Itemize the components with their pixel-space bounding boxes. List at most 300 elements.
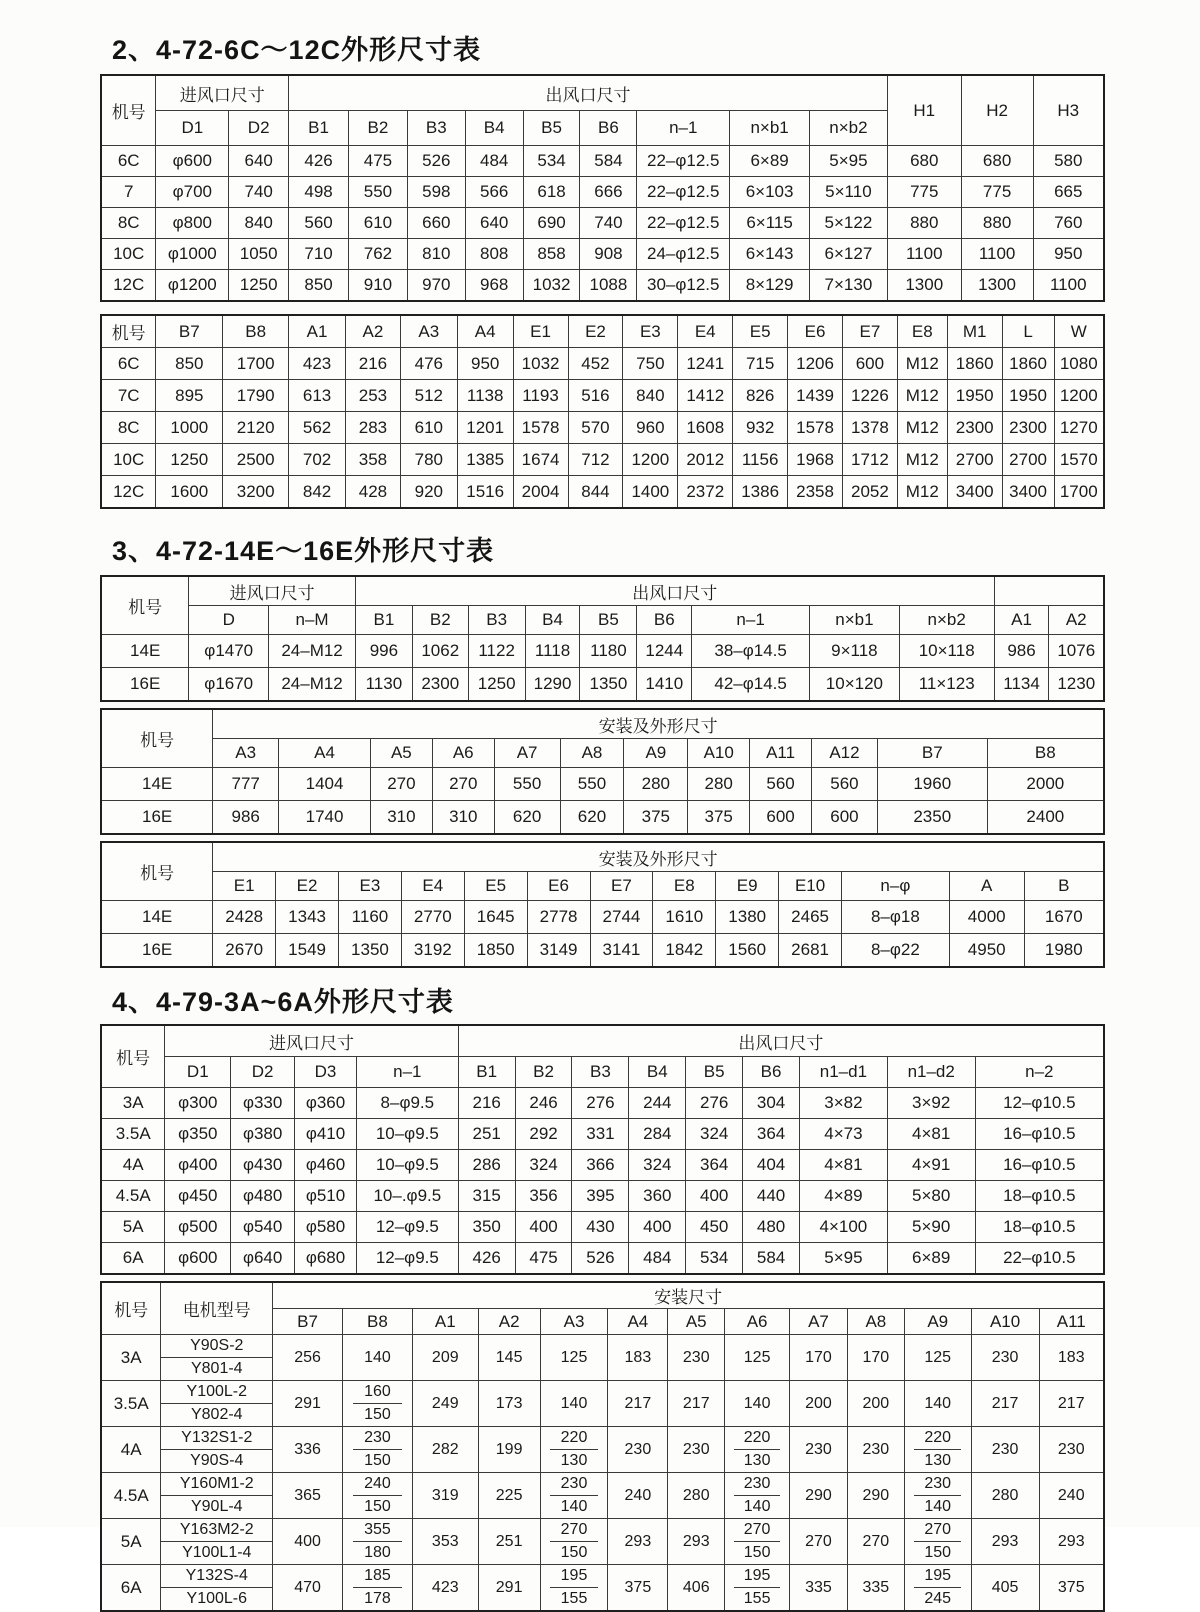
- table-cell: 1080: [1054, 348, 1104, 380]
- table-cell: 244: [629, 1088, 686, 1119]
- table-row: [101, 1243, 1104, 1275]
- table-cell: 858: [523, 239, 580, 270]
- header-cell: B6: [743, 1057, 800, 1088]
- row-label: 3A: [101, 1088, 165, 1119]
- header-cell: E2: [568, 315, 623, 348]
- table-cell: φ580: [295, 1212, 357, 1243]
- table-cell: 10–φ9.5: [356, 1150, 458, 1181]
- table-cell: 1950: [1002, 380, 1054, 412]
- header-cell: M1: [947, 315, 1002, 348]
- header-cell: E3: [623, 315, 678, 348]
- table-cell: 3141: [590, 934, 653, 968]
- header-cell: n–1: [637, 111, 730, 146]
- header-cell: E5: [733, 315, 788, 348]
- header-cell: E1: [513, 315, 568, 348]
- table-cell-stacked: [540, 1565, 608, 1612]
- header-cell: B3: [468, 606, 525, 635]
- table-cell: 562: [289, 412, 346, 444]
- header-cell: A5: [370, 739, 432, 768]
- table-cell: 534: [686, 1243, 743, 1275]
- row-label: 6A: [101, 1243, 165, 1275]
- table-cell: 230: [668, 1335, 725, 1381]
- header-cell: B4: [629, 1057, 686, 1088]
- table-cell: 1380: [716, 901, 779, 934]
- table-cell: 8–φ9.5: [356, 1088, 458, 1119]
- table-cell: 1193: [513, 380, 568, 412]
- table-cell: 1270: [1054, 412, 1104, 444]
- table-cell: 1300: [961, 270, 1033, 302]
- table-cell: 375: [608, 1565, 668, 1612]
- table-cell: 404: [743, 1150, 800, 1181]
- table-cell: 280: [624, 768, 688, 801]
- table-cell: φ1000: [156, 239, 229, 270]
- table-cell: 968: [465, 270, 523, 302]
- table-cell: 844: [568, 476, 623, 509]
- stack-value: 270: [914, 1519, 961, 1542]
- table-cell: 200: [847, 1381, 904, 1427]
- table-cell: 986: [994, 635, 1049, 668]
- table-row: [101, 1381, 1104, 1427]
- table-cell: 534: [523, 146, 580, 177]
- table-cell: 920: [400, 476, 457, 509]
- table-cell: 1439: [788, 380, 843, 412]
- table-cell: 270: [847, 1519, 904, 1565]
- table-cell: 1138: [457, 380, 513, 412]
- header-cell: B3: [572, 1057, 629, 1088]
- table-cell: 365: [273, 1473, 343, 1519]
- table-cell: 680: [887, 146, 961, 177]
- data-table: [100, 575, 1105, 702]
- header-cell: A6: [432, 739, 494, 768]
- header-cell: D1: [165, 1057, 231, 1088]
- header-cell: A4: [279, 739, 371, 768]
- stack-value: 355: [353, 1519, 403, 1542]
- header-cell: B: [1024, 872, 1104, 901]
- header-cell: n–1: [356, 1057, 458, 1088]
- header-cell: A8: [847, 1309, 904, 1335]
- table-cell: φ680: [295, 1243, 357, 1275]
- stack-value: 230: [914, 1473, 961, 1496]
- table-cell: 475: [348, 146, 407, 177]
- stack-value: 185: [353, 1565, 403, 1588]
- table-cell: 10×120: [809, 668, 899, 702]
- table-cell: φ510: [295, 1181, 357, 1212]
- table-cell: 400: [273, 1519, 343, 1565]
- table-cell: 526: [572, 1243, 629, 1275]
- table-cell: 1100: [887, 239, 961, 270]
- stack-value: 130: [743, 1452, 771, 1469]
- table-cell: 762: [348, 239, 407, 270]
- table-cell: 840: [229, 208, 289, 239]
- table-cell: 1670: [1024, 901, 1104, 934]
- stack-value: 230: [353, 1427, 403, 1450]
- stack-value: 195: [734, 1565, 780, 1588]
- table-row: [101, 801, 1104, 835]
- table-cell: 400: [686, 1181, 743, 1212]
- table-cell: 216: [345, 348, 400, 380]
- header-cell: A7: [790, 1309, 848, 1335]
- header-cell: 机号: [101, 842, 213, 901]
- header-cell: B2: [515, 1057, 572, 1088]
- table-cell: 324: [686, 1119, 743, 1150]
- table-row: [101, 1150, 1104, 1181]
- table-cell: 950: [457, 348, 513, 380]
- table-cell: 680: [961, 146, 1033, 177]
- table-cell: 5×110: [810, 177, 888, 208]
- table-row: [101, 348, 1104, 380]
- table-cell: 16–φ10.5: [975, 1119, 1104, 1150]
- header-cell: B5: [523, 111, 580, 146]
- stack-value: 150: [364, 1452, 391, 1469]
- table-row: [101, 208, 1104, 239]
- header-cell: E8: [653, 872, 716, 901]
- table-cell: 140: [540, 1381, 608, 1427]
- section-4-79-3a-6a: [100, 980, 1105, 1612]
- header-cell: n×b2: [899, 606, 994, 635]
- table-cell: 665: [1033, 177, 1104, 208]
- table-cell: 1180: [580, 635, 637, 668]
- table-cell: 3400: [1002, 476, 1054, 509]
- header-cell: n–1: [692, 606, 810, 635]
- table-cell: 613: [289, 380, 346, 412]
- table-cell: φ380: [231, 1119, 295, 1150]
- table-cell: 580: [1033, 146, 1104, 177]
- table-row: [101, 1119, 1104, 1150]
- table-cell: 217: [971, 1381, 1039, 1427]
- table-cell: 6×103: [730, 177, 810, 208]
- table-cell: 970: [407, 270, 465, 302]
- table-cell: 430: [572, 1212, 629, 1243]
- table-cell: 249: [412, 1381, 478, 1427]
- table-cell: 270: [370, 768, 432, 801]
- stack-value: 230: [734, 1473, 780, 1496]
- table-cell: 1300: [887, 270, 961, 302]
- table-cell: φ400: [165, 1150, 231, 1181]
- table-cell: 1226: [842, 380, 897, 412]
- table-cell: 6×115: [730, 208, 810, 239]
- table-cell: 498: [289, 177, 349, 208]
- table-cell: 173: [478, 1381, 540, 1427]
- table-cell: 423: [412, 1565, 478, 1612]
- table-cell: 2300: [947, 412, 1002, 444]
- table-cell-stacked: [343, 1473, 413, 1519]
- table-cell: 293: [971, 1519, 1039, 1565]
- table-cell: 1088: [580, 270, 637, 302]
- table-cell: 2465: [779, 901, 842, 934]
- stack-value: 150: [743, 1544, 771, 1561]
- table-cell: 358: [345, 444, 400, 476]
- table-cell: 895: [156, 380, 223, 412]
- table-cell: 293: [608, 1519, 668, 1565]
- table-cell: 600: [812, 801, 878, 835]
- header-cell: A2: [345, 315, 400, 348]
- row-label: 12C: [101, 270, 156, 302]
- header-cell: B6: [637, 606, 692, 635]
- table-cell: 350: [458, 1212, 515, 1243]
- table-cell: 850: [156, 348, 223, 380]
- table-cell: φ460: [295, 1150, 357, 1181]
- header-cell: E7: [590, 872, 653, 901]
- stack-value: Y90L-4: [190, 1498, 243, 1515]
- table-row: [101, 1427, 1104, 1473]
- table-row: [101, 668, 1104, 702]
- table-cell: 310: [432, 801, 494, 835]
- table-cell: 291: [273, 1381, 343, 1427]
- table-cell: φ1200: [156, 270, 229, 302]
- table-cell: 217: [668, 1381, 725, 1427]
- table-cell: 2300: [412, 668, 468, 702]
- table-cell: 1712: [842, 444, 897, 476]
- header-cell: B8: [223, 315, 289, 348]
- header-cell: 机号: [101, 576, 189, 635]
- table-cell: 1062: [412, 635, 468, 668]
- table-cell: 560: [750, 768, 812, 801]
- header-cell: E4: [678, 315, 733, 348]
- header-cell: A2: [1049, 606, 1104, 635]
- table-cell: 8–φ22: [842, 934, 950, 968]
- data-table: [100, 314, 1105, 509]
- table-cell: 2372: [678, 476, 733, 509]
- header-cell: B2: [412, 606, 468, 635]
- table-cell: 960: [623, 412, 678, 444]
- row-label: 4A: [101, 1427, 161, 1473]
- table-cell: 6×127: [810, 239, 888, 270]
- table-cell-stacked: [540, 1473, 608, 1519]
- table-cell: 1842: [653, 934, 716, 968]
- table-cell: φ480: [231, 1181, 295, 1212]
- header-cell: D2: [231, 1057, 295, 1088]
- table-cell: 1160: [339, 901, 402, 934]
- header-cell: A11: [1039, 1309, 1104, 1335]
- header-cell: B7: [877, 739, 987, 768]
- table-cell: 280: [688, 768, 750, 801]
- header-cell: E10: [779, 872, 842, 901]
- table-cell: 1350: [339, 934, 402, 968]
- row-label: 8C: [101, 208, 156, 239]
- table-cell: 24–φ12.5: [637, 239, 730, 270]
- table-cell: 910: [348, 270, 407, 302]
- header-cell: E4: [401, 872, 464, 901]
- table-cell: 660: [407, 208, 465, 239]
- table-cell: 2778: [527, 901, 590, 934]
- table-cell: 1740: [279, 801, 371, 835]
- table-cell: 1206: [788, 348, 843, 380]
- table-row: [101, 635, 1104, 668]
- header-cell: B4: [465, 111, 523, 146]
- table-cell: 1790: [223, 380, 289, 412]
- table-cell: 4×100: [799, 1212, 887, 1243]
- table-cell: φ600: [156, 146, 229, 177]
- header-cell: A1: [994, 606, 1049, 635]
- header-cell: 机号: [101, 75, 156, 146]
- table-cell: 1032: [513, 348, 568, 380]
- dimension-table-6c-12c-part1: [100, 74, 1105, 302]
- header-cell: A1: [289, 315, 346, 348]
- table-cell: 1386: [733, 476, 788, 509]
- row-label: 8C: [101, 412, 156, 444]
- table-cell-stacked: [343, 1519, 413, 1565]
- table-cell: 145: [478, 1335, 540, 1381]
- table-cell: 2700: [947, 444, 1002, 476]
- header-cell: B1: [289, 111, 349, 146]
- table-cell-stacked: [904, 1427, 971, 1473]
- header-cell: B8: [987, 739, 1104, 768]
- stack-value: 150: [560, 1544, 588, 1561]
- header-cell: D3: [295, 1057, 357, 1088]
- table-cell: 183: [608, 1335, 668, 1381]
- table-cell: 1118: [525, 635, 580, 668]
- table-cell: 932: [733, 412, 788, 444]
- table-cell: 4×89: [799, 1181, 887, 1212]
- dimension-table-3a-6a-part1: [100, 1024, 1105, 1275]
- table-cell: 475: [515, 1243, 572, 1275]
- row-label: 3.5A: [101, 1119, 165, 1150]
- header-row: [101, 1282, 1104, 1309]
- table-cell: 1700: [1054, 476, 1104, 509]
- header-cell: A4: [608, 1309, 668, 1335]
- table-cell: 319: [412, 1473, 478, 1519]
- table-cell: 480: [743, 1212, 800, 1243]
- table-cell: 324: [629, 1150, 686, 1181]
- stack-value: 155: [743, 1590, 771, 1607]
- table-cell: 5×122: [810, 208, 888, 239]
- table-cell: 2350: [877, 801, 987, 835]
- header-cell: A: [949, 872, 1024, 901]
- table-cell: M12: [897, 412, 947, 444]
- header-row: [101, 739, 1104, 768]
- header-cell: B5: [580, 606, 637, 635]
- table-cell: 740: [229, 177, 289, 208]
- table-cell: 331: [572, 1119, 629, 1150]
- table-cell: 908: [580, 239, 637, 270]
- table-cell: 375: [1039, 1565, 1104, 1612]
- table-cell: 826: [733, 380, 788, 412]
- header-cell: n–2: [975, 1057, 1104, 1088]
- table-cell: 375: [688, 801, 750, 835]
- row-label: 7C: [101, 380, 156, 412]
- table-cell: 1860: [1002, 348, 1054, 380]
- table-cell: 30–φ12.5: [637, 270, 730, 302]
- table-cell: 5×95: [799, 1243, 887, 1275]
- stack-value: Y163M2-2: [161, 1519, 272, 1542]
- header-cell: A8: [560, 739, 624, 768]
- table-cell: 125: [540, 1335, 608, 1381]
- header-cell: 安装及外形尺寸: [213, 709, 1104, 739]
- table-cell: 712: [568, 444, 623, 476]
- header-row: [101, 315, 1104, 348]
- table-cell: 840: [623, 380, 678, 412]
- stack-value: 220: [734, 1427, 780, 1450]
- table-cell: 1610: [653, 901, 716, 934]
- header-cell: 机号: [101, 1025, 165, 1088]
- stack-value: 140: [743, 1498, 771, 1515]
- table-cell: 1570: [1054, 444, 1104, 476]
- table-cell: 1410: [637, 668, 692, 702]
- row-label: 16E: [101, 934, 213, 968]
- stack-value: Y100L1-4: [182, 1544, 252, 1561]
- table-cell: 690: [523, 208, 580, 239]
- header-row: [101, 872, 1104, 901]
- header-cell: 机号: [101, 315, 156, 348]
- header-cell: A11: [750, 739, 812, 768]
- header-cell: n1–d2: [887, 1057, 975, 1088]
- table-cell: 476: [400, 348, 457, 380]
- table-cell: 292: [515, 1119, 572, 1150]
- row-label: 4.5A: [101, 1181, 165, 1212]
- section-title: 4、4-79-3A~6A外形尺寸表: [112, 987, 454, 1017]
- table-cell: 550: [348, 177, 407, 208]
- row-label: 10C: [101, 444, 156, 476]
- header-cell: E6: [788, 315, 843, 348]
- table-cell: 1600: [156, 476, 223, 509]
- table-cell: 618: [523, 177, 580, 208]
- table-cell: 12–φ9.5: [356, 1243, 458, 1275]
- table-cell: 2012: [678, 444, 733, 476]
- table-cell: 12–φ9.5: [356, 1212, 458, 1243]
- table-cell: 1516: [457, 476, 513, 509]
- table-cell: 280: [668, 1473, 725, 1519]
- table-cell: 2358: [788, 476, 843, 509]
- stack-value: Y100L-2: [161, 1381, 272, 1404]
- table-cell: 356: [515, 1181, 572, 1212]
- table-cell: 230: [1039, 1427, 1104, 1473]
- header-cell: 机号: [101, 709, 213, 768]
- table-row: [101, 1519, 1104, 1565]
- table-cell: 775: [961, 177, 1033, 208]
- table-cell: 1250: [156, 444, 223, 476]
- table-cell: 584: [580, 146, 637, 177]
- section-4-72-6c-12c: [100, 28, 1105, 509]
- dimension-table-14e-16e-part1: [100, 575, 1105, 702]
- table-cell-stacked: [161, 1335, 273, 1381]
- table-cell: 366: [572, 1150, 629, 1181]
- table-cell: 620: [494, 801, 560, 835]
- table-cell: 246: [515, 1088, 572, 1119]
- table-cell: 1122: [468, 635, 525, 668]
- table-cell: 230: [971, 1335, 1039, 1381]
- table-row: [101, 768, 1104, 801]
- table-cell-stacked: [343, 1381, 413, 1427]
- table-cell: 1850: [464, 934, 527, 968]
- table-cell: 2700: [1002, 444, 1054, 476]
- table-cell: 1378: [842, 412, 897, 444]
- table-cell: 276: [686, 1088, 743, 1119]
- header-cell: A6: [725, 1309, 790, 1335]
- header-row: [101, 842, 1104, 872]
- table-cell: 1050: [229, 239, 289, 270]
- table-cell: 304: [743, 1088, 800, 1119]
- table-cell: 1549: [276, 934, 339, 968]
- table-cell: 10–φ9.5: [356, 1119, 458, 1150]
- header-cell: A2: [478, 1309, 540, 1335]
- row-label: 16E: [101, 668, 189, 702]
- table-cell: 1860: [947, 348, 1002, 380]
- header-cell: n×b1: [809, 606, 899, 635]
- header-row: [101, 576, 1104, 606]
- table-cell: φ360: [295, 1088, 357, 1119]
- table-cell: 750: [623, 348, 678, 380]
- table-cell: 1241: [678, 348, 733, 380]
- table-cell: 950: [1033, 239, 1104, 270]
- table-cell: 140: [343, 1335, 413, 1381]
- table-cell: φ300: [165, 1088, 231, 1119]
- table-row: [101, 901, 1104, 934]
- stack-value: 140: [924, 1498, 952, 1515]
- header-cell: 安装尺寸: [273, 1282, 1104, 1309]
- table-cell: φ1470: [189, 635, 269, 668]
- stack-value: 270: [734, 1519, 780, 1542]
- table-cell: φ430: [231, 1150, 295, 1181]
